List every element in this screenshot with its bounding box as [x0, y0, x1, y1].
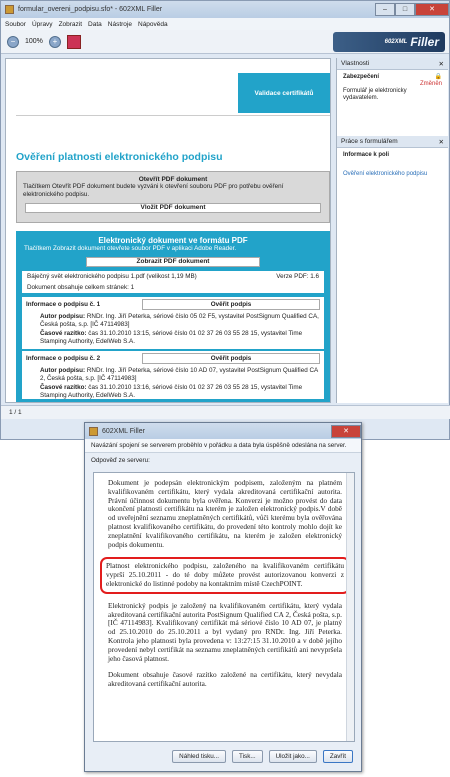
signature-1-label: Informace o podpisu č. 1	[26, 301, 101, 308]
menu-bar	[1, 18, 449, 30]
zoom-out-icon[interactable]: −	[7, 36, 19, 48]
print-button[interactable]: Tisk...	[232, 750, 263, 763]
minimize-button[interactable]: –	[375, 3, 395, 16]
dialog-title: 602XML Filler	[102, 427, 145, 435]
zoom-in-icon[interactable]: +	[49, 36, 61, 48]
signature-1-author: Autor podpisu: RNDr. Ing. Jiří Peterka, sériové číslo 05 02 F5, vystavitel PostSignum Qualified CA, Česká pošta, s.p. [IČ 47114983]	[40, 313, 319, 328]
zoom-level[interactable]: 100%	[25, 38, 43, 45]
dialog-message: Navázání spojení se serverem proběhlo v pořádku a data byla úspěšně odeslána na server.	[85, 439, 361, 453]
menu-napoveda[interactable]: Nápověda	[138, 20, 168, 28]
open-pdf-text: Tlačítkem Otevřít PDF dokument budete vyzváni k otevření souboru PDF pro potřebu ověření elektronického podpisu.	[23, 183, 284, 198]
response-paragraph-4: Dokument obsahuje časové razítko založené na certifikátu, který nevydala akreditovaná certifikační autorita.	[108, 670, 342, 689]
save-as-button[interactable]: Uložit jako...	[269, 750, 317, 763]
menu-data[interactable]: Data	[88, 20, 102, 28]
dialog-app-icon	[89, 427, 98, 436]
response-paragraph-3: Elektronický podpis je založený na kvalifikovaném certifikátu, který vydala akreditovaná certifikační autorita PostSignum Qualified CA 2, Česká pošta, s.p. [IČ 47114983]. Kvalifikovaný certifikát má sériové číslo 10 AD 07, je platný od 25.10.2010 do 25.10.2011 a byl vydaný pro RNDr. Ing. Jiří Peterka. Kontrola jeho platnosti byla provedena v: 13:27:15 31.10.2010 a v době jejího provedení nebyl certifikát na seznamu zneplatněných certifikátů ani nevypršela jeho časová platnost.	[108, 600, 342, 663]
show-pdf-button[interactable]: Zobrazit PDF dokument	[86, 257, 260, 267]
server-response-dialog	[84, 422, 362, 772]
menu-soubor[interactable]: Soubor	[5, 20, 26, 28]
status-bar	[1, 405, 450, 419]
print-preview-button[interactable]: Náhled tisku...	[172, 750, 226, 763]
field-info-link[interactable]: Ověření elektronického podpisu	[343, 171, 428, 177]
dialog-close-icon[interactable]: ✕	[331, 425, 361, 438]
verify-signature-2-button[interactable]: Ověřit podpis	[142, 353, 320, 364]
right-panel	[336, 58, 448, 403]
file-info-row	[22, 271, 324, 282]
open-pdf-title: Otevřít PDF dokument	[138, 176, 208, 183]
signature-2	[22, 351, 324, 399]
validace-button[interactable]: Validace certifikátů	[238, 73, 330, 113]
changed-status: Změněn	[419, 81, 442, 87]
signature-2-timestamp: Časové razítko: čas 31.10.2010 13:16, sériové číslo 01 02 37 26 03 55 28 15, vystavitel Time Stamping Authority, EdelWeb S.A.	[40, 384, 303, 399]
signature-1	[22, 297, 324, 349]
security-box	[337, 70, 448, 106]
pdf-version: Verze PDF: 1.6	[276, 273, 319, 280]
close-button[interactable]: Zavřít	[323, 750, 353, 763]
open-pdf-section	[16, 171, 330, 223]
close-window-button[interactable]: ✕	[415, 3, 449, 16]
insert-pdf-button[interactable]: Vložit PDF dokument	[25, 203, 321, 213]
security-label: Zabezpečení	[343, 74, 380, 80]
pdf-section	[16, 231, 330, 403]
pages-info: Dokument obsahuje celkem stránek: 1	[22, 282, 324, 293]
main-titlebar	[1, 1, 449, 18]
dialog-titlebar	[85, 423, 361, 439]
window-title: formular_overeni_podpisu.sfo* - 602XML Filler	[18, 6, 163, 13]
filler-logo: 602XML Filler	[333, 32, 445, 52]
dialog-buttons	[172, 750, 353, 763]
lock-icon: 🔒	[434, 74, 442, 80]
header-divider	[16, 115, 330, 116]
response-label: Odpověď ze serveru:	[91, 457, 150, 464]
security-text: Formulář je elektronicky vydavatelem.	[343, 88, 407, 101]
menu-upravy[interactable]: Úpravy	[31, 20, 53, 28]
field-info-label: Informace k poli	[343, 152, 390, 158]
response-paragraph-highlighted: Platnost elektronického podpisu, založeného na kvalifikovaném certifikátu vyprší 25.10.2011 - do té doby můžete provést autorizovanou konverzi z elektronické do listinné podoby na kontaktním místě CzechPOINT.	[100, 557, 350, 593]
menu-nastroje[interactable]: Nástroje	[107, 20, 132, 28]
toolbar-action-icon[interactable]	[67, 35, 81, 49]
form-work-header: Práce s formulářem ✕	[337, 136, 448, 148]
close-panel-icon-2[interactable]: ✕	[438, 139, 444, 146]
maximize-button[interactable]: □	[395, 3, 415, 16]
signature-2-label: Informace o podpisu č. 2	[26, 355, 101, 362]
page-title: Ověření platnosti elektronického podpisu	[16, 151, 223, 163]
file-info: Báječný svět elektronického podpisu 1.pdf (velikost 1,19 MB)	[27, 273, 197, 280]
menu-zobrazit[interactable]: Zobrazit	[58, 20, 83, 28]
response-scrollbar[interactable]	[346, 473, 354, 741]
signature-2-author: Autor podpisu: RNDr. Ing. Jiří Peterka, sériové číslo 10 AD 07, vystavitel PostSignum Qualified CA 2, Česká pošta, s.p. [IČ 47114983]	[40, 367, 318, 382]
vlastnosti-header: Vlastnosti ✕	[337, 58, 448, 70]
close-panel-icon[interactable]: ✕	[438, 61, 444, 68]
form-document	[5, 58, 331, 403]
toolbar	[1, 30, 449, 54]
verify-signature-1-button[interactable]: Ověřit podpis	[142, 299, 320, 310]
pdf-section-subtitle: Tlačítkem Zobrazit dokument otevřete soubor PDF v aplikaci Adobe Reader.	[24, 245, 237, 252]
page-counter: 1 / 1	[9, 409, 22, 416]
app-icon	[5, 5, 14, 14]
response-text	[93, 472, 355, 742]
signature-1-timestamp: Časové razítko: čas 31.10.2010 13:15, sériové číslo 01 02 37 26 03 55 28 15, vystavitel Time Stamping Authority, EdelWeb S.A.	[40, 330, 303, 345]
response-paragraph-1: Dokument je podepsán elektronickým podpisem, založeným na platném kvalifikovaném certifikátu, který vydala akreditovaná certifikační autorita. Právní účinnost dokumentu byla ověřena. Konverzi je možno provést do data ukončení platnosti certifikátu na kterém je založen elektronický podpis.V době od uveřejnění seznamu zneplatněných certifikátů, vůči kterému byla ověřována platnost kvalifikovaného certifikátu, do provedení této kontroly mohlo dojít ke zneplatnění kvalifikovaného certifikátu, na kterém je založen elektronický podpis dokumentu.	[108, 478, 342, 549]
pdf-section-title: Elektronický dokument ve formátu PDF	[98, 236, 248, 245]
field-info-box	[337, 148, 448, 182]
